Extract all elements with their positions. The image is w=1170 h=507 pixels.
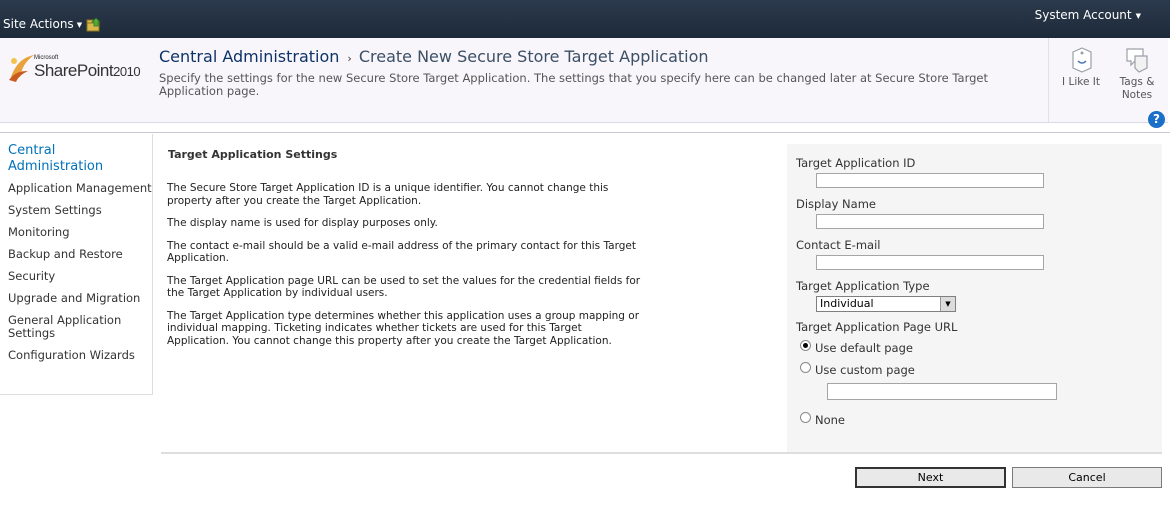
tags-notes-label: Tags & Notes [1119,76,1155,101]
description-paragraph: The Target Application type determines whether this application uses a group mapping or individual mapping. Ticketing indicates whether tickets are used for this Target Application. You cannot change this property after you create the Target Application. [167,309,640,347]
logo-product [34,61,140,81]
quick-launch-heading[interactable]: Central Administration [8,143,104,174]
none-label: None [815,413,846,427]
i-like-it-label: I Like It [1062,76,1100,88]
header-divider [0,132,1170,133]
nav-item-upgrade-migration[interactable]: Upgrade and Migration [8,291,141,305]
display-name-label: Display Name [796,197,876,211]
nav-item-monitoring[interactable]: Monitoring [8,225,70,239]
quick-launch-list [8,182,152,371]
display-name-input[interactable] [816,214,1044,229]
cancel-button[interactable]: Cancel [1012,467,1162,488]
chevron-down-icon[interactable]: ▼ [940,297,955,311]
section-text [167,182,647,357]
nav-item-application-management[interactable]: Application Management [8,181,152,195]
contact-email-input[interactable] [816,255,1044,270]
page-title: Create New Secure Store Target Application [358,47,709,66]
breadcrumb-central-admin[interactable]: Central Administration [159,47,340,66]
custom-page-radio[interactable] [800,362,811,373]
nav-item-general-application-settings[interactable]: General Application Settings [8,313,122,340]
custom-page-label: Use custom page [815,363,915,377]
like-tag-icon [1068,46,1094,74]
next-button[interactable]: Next [855,467,1006,488]
app-type-label: Target Application Type [796,279,930,293]
sharepoint-logo[interactable] [8,51,153,91]
logo-microsoft: Microsoft [34,55,59,61]
nav-item-system-settings[interactable]: System Settings [8,203,102,217]
divider [1048,38,1049,122]
contact-email-label: Contact E-mail [796,238,881,252]
form-divider [161,452,1162,454]
default-page-radio[interactable] [800,340,811,351]
i-like-it-button[interactable] [1058,46,1104,88]
section-title: Target Application Settings [168,148,338,161]
logo-product-name: SharePoint [34,61,114,80]
tags-notes-icon [1123,46,1151,74]
sharepoint-logo-icon [8,53,36,83]
description-paragraph: The display name is used for display purposes only. [167,217,438,229]
logo-year: 2010 [113,64,141,79]
settings-form [787,144,1162,452]
breadcrumb-separator: › [347,52,352,65]
tags-notes-button[interactable] [1112,46,1162,102]
custom-page-url-input[interactable] [827,383,1057,400]
title-area [0,38,1168,123]
app-id-label: Target Application ID [796,156,916,170]
ribbon-bar [0,0,1170,38]
site-actions-menu[interactable] [3,17,82,31]
app-id-input[interactable] [816,173,1044,188]
site-actions-label: Site Actions [3,17,74,31]
breadcrumb [159,47,709,66]
description-paragraph: The Target Application page URL can be used to set the values for the credential fields for the Target Application by individual users. [167,274,641,299]
nav-item-backup-restore[interactable]: Backup and Restore [8,247,123,261]
page-url-label: Target Application Page URL [796,320,958,334]
app-type-selected: Individual [820,297,874,310]
chevron-down-icon: ▼ [76,20,83,29]
navigate-up-icon[interactable] [86,17,102,32]
quick-launch [0,134,153,395]
app-type-select[interactable] [816,296,956,312]
description-paragraph: The Secure Store Target Application ID is a unique identifier. You cannot change this property after you create the Target Application. [167,182,609,207]
nav-item-configuration-wizards[interactable]: Configuration Wizards [8,348,135,362]
help-icon[interactable]: ? [1148,111,1165,128]
nav-item-security[interactable]: Security [8,269,56,283]
account-menu[interactable] [1035,8,1141,22]
default-page-label: Use default page [815,341,913,355]
description-paragraph: The contact e-mail should be a valid e-mail address of the primary contact for this Target Application. [167,239,636,264]
chevron-down-icon: ▼ [1135,11,1141,20]
account-label: System Account [1034,8,1132,22]
none-radio[interactable] [800,412,811,423]
page-description: Specify the settings for the new Secure Store Target Application. The settings that you specify here can be changed later at Secure Store Target Application page. [159,71,988,98]
